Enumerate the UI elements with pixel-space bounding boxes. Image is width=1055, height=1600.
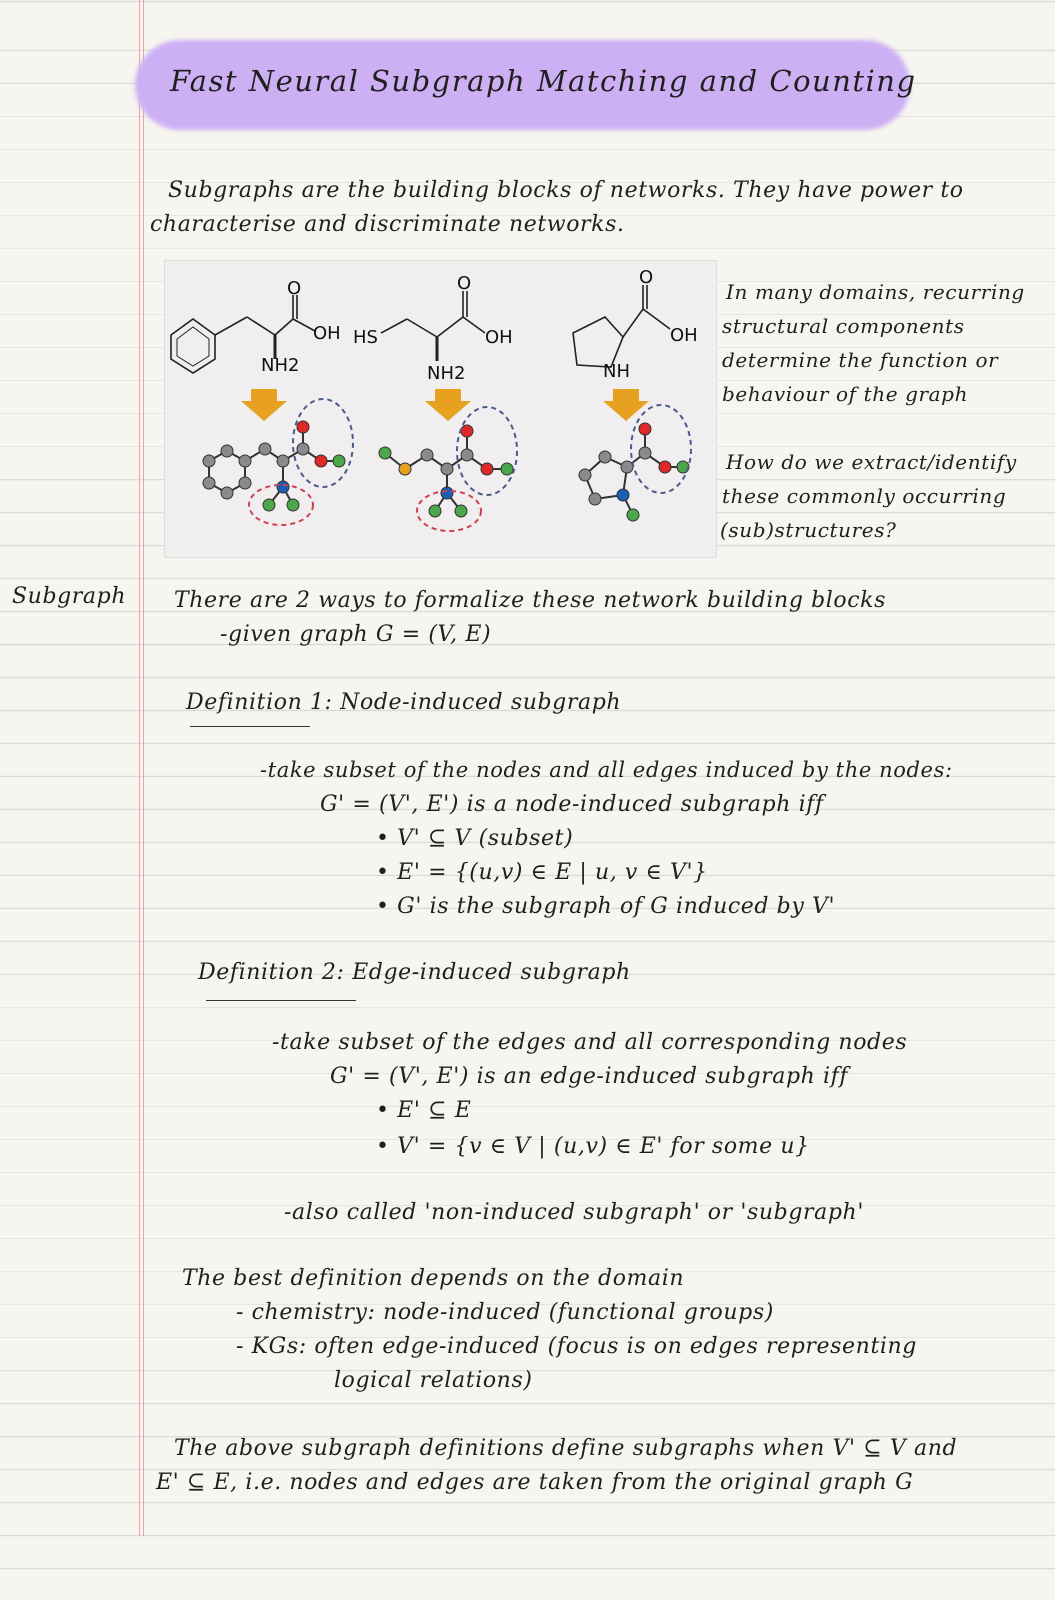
- label-o-2: O: [457, 273, 472, 294]
- arrow-down-icon-1: [241, 389, 287, 421]
- graph-phenylalanine: [203, 399, 353, 525]
- label-nh: NH: [603, 361, 630, 382]
- arrow-down-icon-3: [603, 389, 649, 421]
- page-title: Fast Neural Subgraph Matching and Counting: [170, 64, 917, 98]
- margin-label: Subgraph: [12, 584, 127, 609]
- side-note-2-line-2: these commonly occurring: [722, 484, 1007, 508]
- def2-also-called: -also called 'non-induced subgraph' or 'subgraph': [284, 1200, 864, 1225]
- side-note-1-line-3: determine the function or: [722, 348, 999, 372]
- side-note-2-line-1: How do we extract/identify: [726, 450, 1017, 474]
- best-line-3: - KGs: often edge-induced (focus is on edges representing: [236, 1334, 917, 1359]
- side-note-1-line-4: behaviour of the graph: [722, 382, 969, 406]
- label-oh-2: OH: [485, 327, 513, 348]
- intro-line-1: Subgraphs are the building blocks of networks. They have power to: [168, 178, 964, 203]
- def1-line-1: -take subset of the nodes and all edges induced by the nodes:: [260, 758, 953, 782]
- molecule-cysteine: [381, 291, 485, 361]
- graph-proline: [579, 405, 691, 521]
- def2-line-2: G' = (V', E') is an edge-induced subgraph iff: [330, 1064, 849, 1089]
- label-o-3: O: [639, 267, 654, 288]
- def2-bullet-2: • V' = {v ∈ V | (u,v) ∈ E' for some u}: [376, 1134, 810, 1159]
- molecule-proline: [573, 285, 670, 367]
- formalize-line-1: There are 2 ways to formalize these network building blocks: [174, 588, 886, 613]
- intro-line-2: characterise and discriminate networks.: [150, 212, 625, 237]
- side-note-1-line-1: In many domains, recurring: [726, 280, 1025, 304]
- def1-underline: [190, 726, 310, 727]
- best-line-2: - chemistry: node-induced (functional groups): [236, 1300, 774, 1325]
- side-note-2-line-3: (sub)structures?: [720, 518, 897, 542]
- def2-underline: [206, 1000, 356, 1001]
- def1-heading: Definition 1: Node-induced subgraph: [186, 690, 622, 715]
- closing-line-2: E' ⊆ E, i.e. nodes and edges are taken from the original graph G: [156, 1470, 914, 1495]
- def1-line-2: G' = (V', E') is a node-induced subgraph iff: [320, 792, 824, 817]
- label-hs: HS: [353, 327, 378, 348]
- label-nh2-1: NH2: [261, 355, 300, 376]
- closing-line-1: The above subgraph definitions define subgraphs when V' ⊆ V and: [174, 1436, 958, 1461]
- margin-line: [139, 0, 140, 1536]
- graph-cysteine: [379, 407, 517, 531]
- side-note-1-line-2: structural components: [722, 314, 965, 338]
- def1-bullet-2: • E' = {(u,v) ∈ E | u, v ∈ V'}: [376, 860, 708, 885]
- best-line-4: logical relations): [334, 1368, 533, 1393]
- molecule-figure: [164, 260, 717, 558]
- margin-line-secondary: [143, 0, 144, 1536]
- arrow-down-icon-2: [425, 389, 471, 421]
- label-oh-1: OH: [313, 323, 341, 344]
- molecule-diagram: [165, 261, 716, 557]
- def1-bullet-1: • V' ⊆ V (subset): [376, 826, 574, 851]
- def2-bullet-1: • E' ⊆ E: [376, 1098, 472, 1123]
- label-o-1: O: [287, 278, 302, 299]
- label-oh-3: OH: [670, 325, 698, 346]
- label-nh2-2: NH2: [427, 363, 466, 384]
- def1-bullet-3: • G' is the subgraph of G induced by V': [376, 894, 836, 919]
- best-line-1: The best definition depends on the domain: [182, 1266, 685, 1291]
- def2-line-1: -take subset of the edges and all corresponding nodes: [272, 1030, 908, 1055]
- def2-heading: Definition 2: Edge-induced subgraph: [198, 960, 631, 985]
- formalize-line-2: -given graph G = (V, E): [220, 622, 492, 647]
